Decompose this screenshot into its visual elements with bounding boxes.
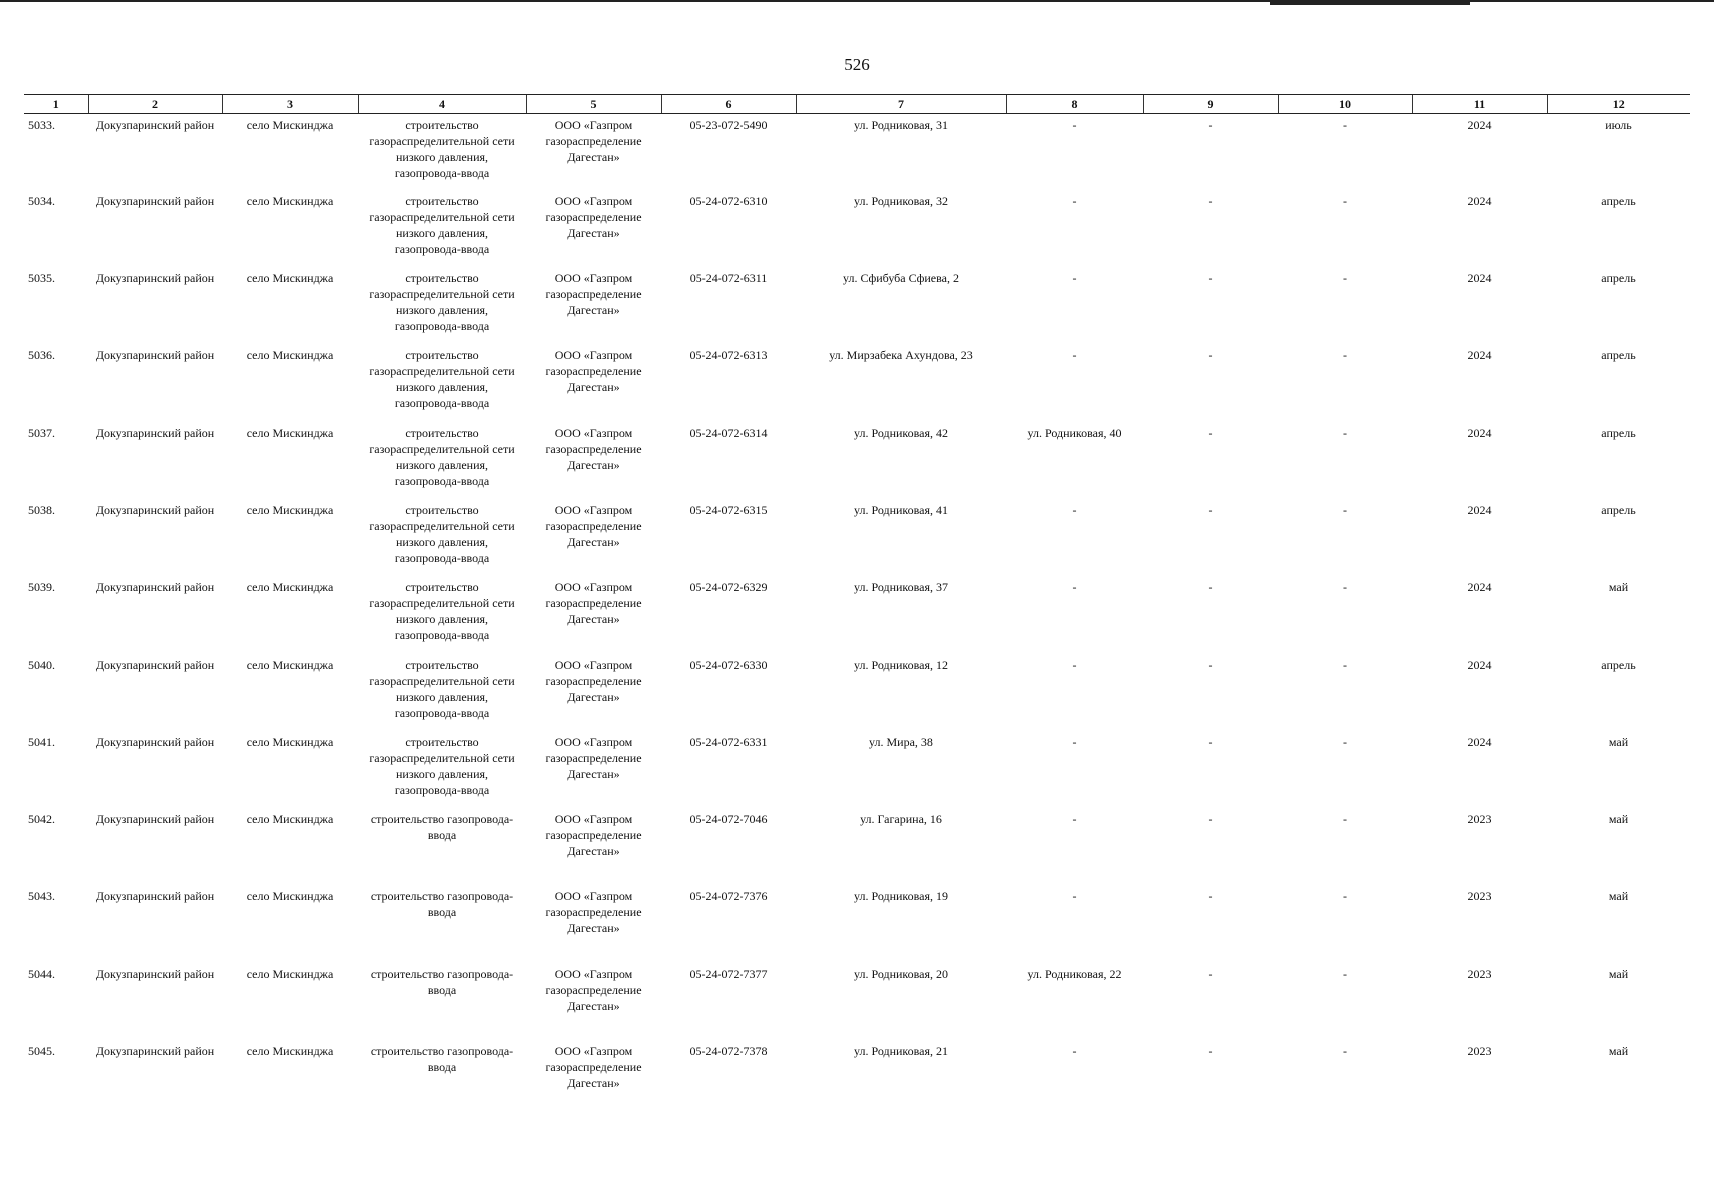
table-row (24, 114, 1690, 191)
code-cell: 05-24-072-7378 (689, 1044, 768, 1059)
row-number: 5034. (28, 193, 55, 208)
column-header: 9 (1143, 95, 1278, 114)
column-8-cell: - (1072, 812, 1077, 827)
address-cell: ул. Сфибуба Сфиева, 2 (843, 271, 959, 286)
code-cell: 05-24-072-6313 (689, 348, 768, 363)
settlement-cell: село Мискинджа (246, 889, 334, 904)
column-10-cell: - (1343, 425, 1347, 440)
year-cell: 2024 (1467, 425, 1492, 440)
code-cell: 05-23-072-5490 (689, 118, 768, 132)
year-cell: 2024 (1467, 193, 1492, 208)
work-type-cell: строительство газораспределительной сети низкого давления, газопровода-ввода (369, 734, 515, 797)
organization-cell: ООО «Газпром газораспределение Дагестан» (545, 580, 642, 627)
row-number: 5038. (28, 502, 55, 517)
column-10-cell: - (1343, 502, 1347, 517)
column-10-cell: - (1343, 966, 1347, 981)
code-cell: 05-24-072-6310 (689, 193, 768, 208)
settlement-cell: село Мискинджа (246, 271, 334, 286)
row-number: 5045. (28, 1044, 55, 1059)
address-cell: ул. Мира, 38 (869, 734, 933, 749)
row-number: 5036. (28, 348, 55, 363)
organization-cell: ООО «Газпром газораспределение Дагестан» (545, 118, 642, 164)
page-number: 526 (844, 55, 870, 74)
month-cell: май (1608, 966, 1629, 981)
row-number: 5040. (28, 657, 55, 672)
address-cell: ул. Родниковая, 20 (853, 966, 948, 981)
column-8-cell: - (1072, 889, 1077, 904)
month-cell: май (1608, 812, 1629, 827)
year-cell: 2024 (1467, 348, 1492, 363)
organization-cell: ООО «Газпром газораспределение Дагестан» (545, 193, 642, 240)
code-cell: 05-24-072-6330 (689, 657, 768, 672)
column-10-cell: - (1343, 271, 1347, 286)
organization-cell: ООО «Газпром газораспределение Дагестан» (545, 889, 642, 936)
organization-cell: ООО «Газпром газораспределение Дагестан» (545, 1044, 642, 1091)
scan-edge-top-right (1270, 2, 1470, 5)
column-8-cell: - (1072, 118, 1077, 132)
district-cell: Докузпаринский район (95, 580, 215, 595)
year-cell: 2024 (1467, 118, 1492, 132)
column-10-cell: - (1343, 1044, 1347, 1059)
column-9-cell: - (1208, 1044, 1213, 1059)
code-cell: 05-24-072-6329 (689, 580, 768, 595)
district-cell: Докузпаринский район (95, 502, 215, 517)
column-9-cell: - (1208, 425, 1213, 440)
work-type-cell: строительство газопровода-ввода (370, 1044, 514, 1075)
district-cell: Докузпаринский район (95, 812, 215, 827)
column-9-cell: - (1208, 812, 1213, 827)
address-cell: ул. Родниковая, 19 (853, 889, 948, 904)
year-cell: 2024 (1467, 502, 1492, 517)
column-8-cell: ул. Родниковая, 22 (1027, 966, 1122, 981)
address-cell: ул. Родниковая, 32 (853, 193, 948, 208)
year-cell: 2023 (1467, 812, 1492, 827)
table-row (24, 732, 1690, 809)
district-cell: Докузпаринский район (95, 1044, 215, 1059)
column-10-cell: - (1343, 889, 1347, 904)
column-9-cell: - (1208, 118, 1213, 132)
work-type-cell: строительство газораспределительной сети низкого давления, газопровода-ввода (369, 271, 515, 334)
column-header: 5 (526, 95, 661, 114)
month-cell: апрель (1601, 502, 1636, 517)
column-header: 10 (1278, 95, 1412, 114)
work-type-cell: строительство газораспределительной сети низкого давления, газопровода-ввода (369, 118, 515, 180)
column-header: 1 (24, 95, 88, 114)
district-cell: Докузпаринский район (95, 118, 215, 132)
work-type-cell: строительство газораспределительной сети низкого давления, газопровода-ввода (369, 502, 515, 565)
row-number: 5035. (28, 271, 55, 286)
column-9-cell: - (1208, 348, 1213, 363)
table-row (24, 345, 1690, 422)
column-9-cell: - (1208, 889, 1213, 904)
work-type-cell: строительство газопровода-ввода (370, 966, 514, 997)
settlement-cell: село Мискинджа (246, 657, 334, 672)
column-9-cell: - (1208, 580, 1213, 595)
district-cell: Докузпаринский район (95, 889, 215, 904)
settlement-cell: село Мискинджа (246, 193, 334, 208)
district-cell: Докузпаринский район (95, 966, 215, 981)
address-cell: ул. Мирзабека Ахундова, 23 (829, 348, 973, 363)
column-8-cell: - (1072, 657, 1077, 672)
column-8-cell: - (1072, 1044, 1077, 1059)
month-cell: июль (1605, 118, 1632, 132)
work-type-cell: строительство газопровода-ввода (370, 812, 514, 843)
address-cell: ул. Родниковая, 42 (853, 425, 948, 440)
column-header: 3 (222, 95, 358, 114)
work-type-cell: строительство газораспределительной сети низкого давления, газопровода-ввода (369, 580, 515, 643)
work-type-cell: строительство газопровода-ввода (370, 889, 514, 920)
settlement-cell: село Мискинджа (246, 1044, 334, 1059)
work-type-cell: строительство газораспределительной сети низкого давления, газопровода-ввода (369, 348, 515, 411)
month-cell: май (1608, 889, 1629, 904)
table-row (24, 423, 1690, 500)
work-type-cell: строительство газораспределительной сети низкого давления, газопровода-ввода (369, 425, 515, 488)
register-table (24, 94, 1690, 1118)
month-cell: апрель (1601, 425, 1636, 440)
year-cell: 2024 (1467, 580, 1492, 595)
code-cell: 05-24-072-6315 (689, 502, 768, 517)
column-9-cell: - (1208, 502, 1213, 517)
column-8-cell: - (1072, 502, 1077, 517)
district-cell: Докузпаринский район (95, 425, 215, 440)
year-cell: 2024 (1467, 657, 1492, 672)
district-cell: Докузпаринский район (95, 348, 215, 363)
column-10-cell: - (1343, 734, 1347, 749)
code-cell: 05-24-072-7046 (689, 812, 768, 827)
column-9-cell: - (1208, 734, 1213, 749)
address-cell: ул. Родниковая, 31 (853, 118, 948, 132)
code-cell: 05-24-072-7376 (689, 889, 768, 904)
table-row (24, 964, 1690, 1041)
address-cell: ул. Родниковая, 41 (853, 502, 948, 517)
settlement-cell: село Мискинджа (246, 580, 334, 595)
code-cell: 05-24-072-6311 (689, 271, 768, 286)
column-8-cell: - (1072, 734, 1077, 749)
row-number: 5039. (28, 580, 55, 595)
column-header: 2 (88, 95, 222, 114)
work-type-cell: строительство газораспределительной сети низкого давления, газопровода-ввода (369, 193, 515, 256)
year-cell: 2023 (1467, 1044, 1492, 1059)
settlement-cell: село Мискинджа (246, 348, 334, 363)
table-row (24, 809, 1690, 886)
month-cell: апрель (1601, 271, 1636, 286)
code-cell: 05-24-072-6314 (689, 425, 768, 440)
column-8-cell: - (1072, 580, 1077, 595)
organization-cell: ООО «Газпром газораспределение Дагестан» (545, 502, 642, 549)
column-header: 12 (1547, 95, 1690, 114)
column-8-cell: - (1072, 271, 1077, 286)
month-cell: апрель (1601, 657, 1636, 672)
month-cell: май (1608, 580, 1629, 595)
code-cell: 05-24-072-6331 (689, 734, 768, 749)
address-cell: ул. Родниковая, 21 (853, 1044, 948, 1059)
column-10-cell: - (1343, 580, 1347, 595)
month-cell: апрель (1601, 193, 1636, 208)
table-row (24, 655, 1690, 732)
district-cell: Докузпаринский район (95, 657, 215, 672)
column-header: 7 (796, 95, 1006, 114)
column-9-cell: - (1208, 657, 1213, 672)
row-number: 5042. (28, 812, 55, 827)
month-cell: апрель (1601, 348, 1636, 363)
table-row (24, 268, 1690, 345)
row-number: 5043. (28, 889, 55, 904)
column-10-cell: - (1343, 118, 1347, 132)
row-number: 5041. (28, 734, 55, 749)
settlement-cell: село Мискинджа (246, 966, 334, 981)
address-cell: ул. Гагарина, 16 (860, 812, 942, 827)
column-10-cell: - (1343, 348, 1347, 363)
table-row (24, 500, 1690, 577)
organization-cell: ООО «Газпром газораспределение Дагестан» (545, 734, 642, 781)
organization-cell: ООО «Газпром газораспределение Дагестан» (545, 812, 642, 859)
column-header: 11 (1412, 95, 1547, 114)
column-header: 6 (661, 95, 796, 114)
column-header: 4 (358, 95, 526, 114)
settlement-cell: село Мискинджа (246, 118, 334, 132)
year-cell: 2023 (1467, 889, 1492, 904)
column-9-cell: - (1208, 271, 1213, 286)
row-number: 5033. (28, 118, 55, 132)
address-cell: ул. Родниковая, 37 (853, 580, 948, 595)
table-row (24, 886, 1690, 963)
column-8-cell: - (1072, 348, 1077, 363)
work-type-cell: строительство газораспределительной сети низкого давления, газопровода-ввода (369, 657, 515, 720)
settlement-cell: село Мискинджа (246, 812, 334, 827)
code-cell: 05-24-072-7377 (689, 966, 768, 981)
column-9-cell: - (1208, 966, 1213, 981)
table-row (24, 1041, 1690, 1118)
organization-cell: ООО «Газпром газораспределение Дагестан» (545, 425, 642, 472)
column-8-cell: ул. Родниковая, 40 (1027, 425, 1122, 440)
column-10-cell: - (1343, 812, 1347, 827)
organization-cell: ООО «Газпром газораспределение Дагестан» (545, 966, 642, 1013)
row-number: 5037. (28, 425, 55, 440)
month-cell: май (1608, 1044, 1629, 1059)
column-8-cell: - (1072, 193, 1077, 208)
settlement-cell: село Мискинджа (246, 425, 334, 440)
header-row (24, 95, 1690, 114)
district-cell: Докузпаринский район (95, 734, 215, 749)
row-number: 5044. (28, 966, 55, 981)
table-row (24, 577, 1690, 654)
address-cell: ул. Родниковая, 12 (853, 657, 948, 672)
settlement-cell: село Мискинджа (246, 502, 334, 517)
settlement-cell: село Мискинджа (246, 734, 334, 749)
organization-cell: ООО «Газпром газораспределение Дагестан» (545, 657, 642, 704)
month-cell: май (1608, 734, 1629, 749)
year-cell: 2023 (1467, 966, 1492, 981)
year-cell: 2024 (1467, 734, 1492, 749)
column-10-cell: - (1343, 193, 1347, 208)
column-10-cell: - (1343, 657, 1347, 672)
year-cell: 2024 (1467, 271, 1492, 286)
column-9-cell: - (1208, 193, 1213, 208)
organization-cell: ООО «Газпром газораспределение Дагестан» (545, 271, 642, 318)
column-header: 8 (1006, 95, 1143, 114)
district-cell: Докузпаринский район (95, 193, 215, 208)
organization-cell: ООО «Газпром газораспределение Дагестан» (545, 348, 642, 395)
table-row (24, 191, 1690, 268)
district-cell: Докузпаринский район (95, 271, 215, 286)
